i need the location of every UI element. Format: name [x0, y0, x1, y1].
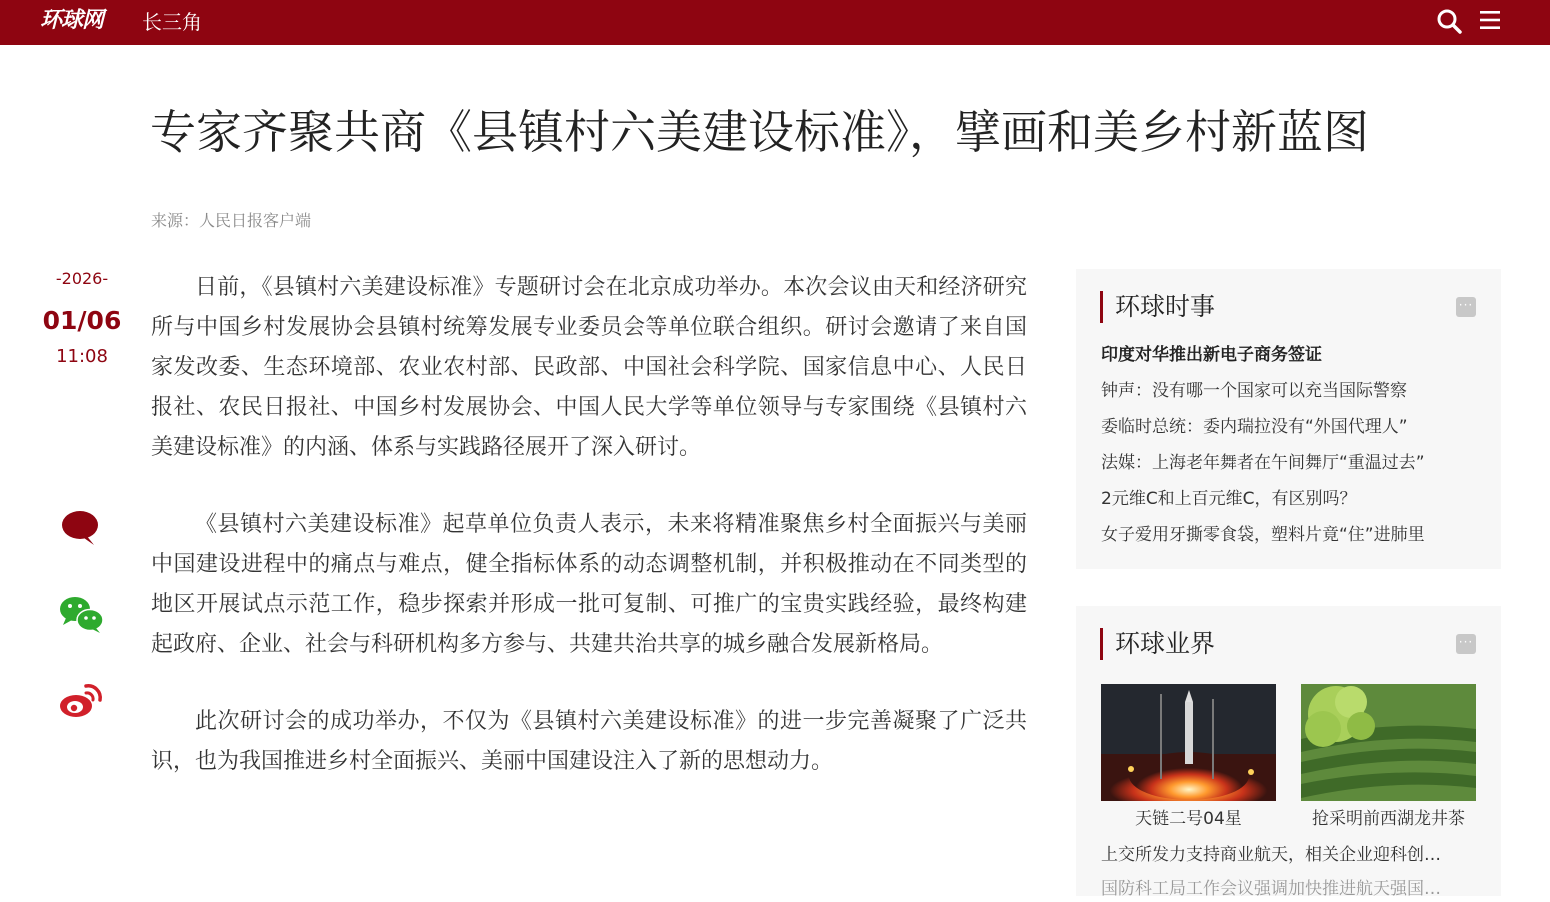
news-link[interactable]: 2元维C和上百元维C，有区别吗？	[1101, 489, 1357, 509]
more-icon[interactable]: ···	[1456, 634, 1476, 654]
article-paragraph: 日前，《县镇村六美建设标准》专题研讨会在北京成功举办。本次会议由天和经济研究所与中国乡村发展协会县镇村统筹发展专业委员会等单位联合组织。研讨会邀请了来自国家发改委、生态环境部、农业农村部、民政部、中国社会科学院、国家信息中心、人民日报社、农民日报社、中国乡村发展协会、中国人民大学等单位领导与专家围绕《县镇村六美建设标准》的内涵、体系与实践路径展开了深入研讨。	[151, 275, 1027, 460]
publish-year: -2026-	[55, 269, 109, 288]
news-link[interactable]: 钟声：没有哪一个国家可以充当国际警察	[1101, 381, 1407, 401]
news-link[interactable]: 委临时总统：委内瑞拉没有“外国代理人”	[1101, 417, 1408, 437]
search-icon[interactable]	[1436, 8, 1462, 34]
news-link[interactable]: 法媒：上海老年舞者在午间舞厅“重温过去”	[1101, 453, 1425, 473]
business-news-link[interactable]: 国防科工局工作会议强调加快推进航天强国…	[1101, 879, 1441, 899]
panel-title-news: 环球时事	[1100, 291, 1215, 323]
channel-link[interactable]: 长三角	[142, 10, 202, 34]
publish-day: 01/06	[42, 306, 122, 335]
menu-icon[interactable]	[1479, 9, 1501, 31]
thumb-caption[interactable]: 天链二号04星	[1135, 809, 1242, 829]
article-title: 专家齐聚共商《县镇村六美建设标准》，擘画和美乡村新蓝图	[150, 105, 1369, 159]
comment-icon[interactable]	[58, 508, 104, 548]
article-body	[151, 268, 1027, 819]
site-logo[interactable]: 环球网	[40, 8, 104, 33]
publish-date	[40, 266, 124, 370]
news-link[interactable]: 印度对华推出新电子商务签证	[1101, 345, 1322, 365]
rocket-launch-thumbnail[interactable]	[1101, 684, 1276, 801]
news-list	[1101, 337, 1481, 553]
publish-time: 11:08	[56, 346, 108, 367]
weibo-icon[interactable]	[58, 680, 104, 720]
sidebar-news-panel	[1076, 269, 1501, 569]
thumb-caption[interactable]: 抢采明前西湖龙井茶	[1312, 809, 1465, 829]
top-navigation-bar	[0, 0, 1550, 45]
tea-field-thumbnail[interactable]	[1301, 684, 1476, 801]
business-news-link[interactable]: 上交所发力支持商业航天，相关企业迎科创…	[1101, 845, 1441, 865]
article-paragraph: 此次研讨会的成功举办，不仅为《县镇村六美建设标准》的进一步完善凝聚了广泛共识，也为我国推进乡村全面振兴、美丽中国建设注入了新的思想动力。	[151, 709, 1027, 774]
more-icon[interactable]: ···	[1456, 297, 1476, 317]
sidebar-business-panel	[1076, 606, 1501, 899]
wechat-icon[interactable]	[58, 594, 104, 634]
news-link[interactable]: 女子爱用牙撕零食袋，塑料片竟“住”进肺里	[1101, 525, 1425, 545]
article-paragraph: 《县镇村六美建设标准》起草单位负责人表示，未来将精准聚焦乡村全面振兴与美丽中国建设进程中的痛点与难点，健全指标体系的动态调整机制，并积极推动在不同类型的地区开展试点示范工作，稳步探索并形成一批可复制、可推广的宝贵实践经验，最终构建起政府、企业、社会与科研机构多方参与、共建共治共享的城乡融合发展新格局。	[151, 512, 1027, 657]
article-source: 来源：人民日报客户端	[151, 211, 312, 230]
panel-title-business: 环球业界	[1100, 628, 1215, 660]
